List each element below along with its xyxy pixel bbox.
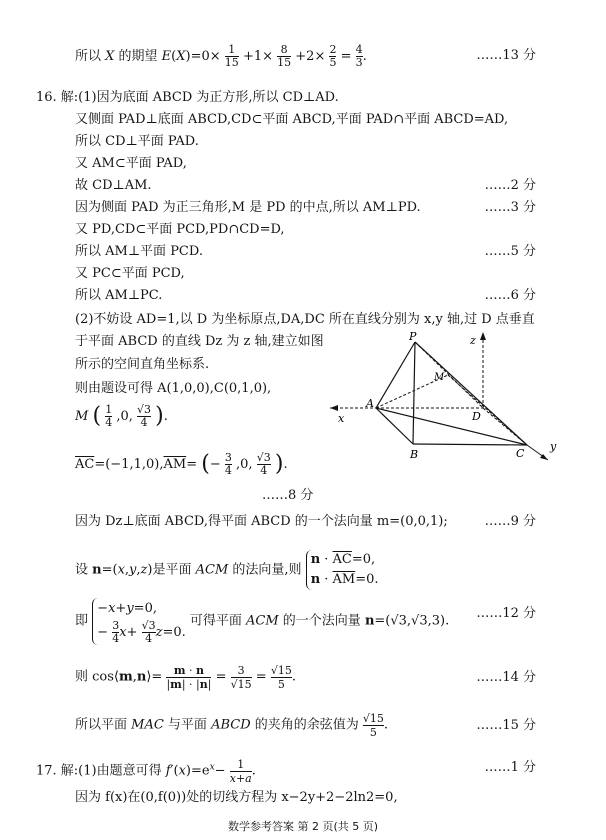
score-5: ……5 分 xyxy=(484,244,536,259)
edge-bc xyxy=(413,444,527,445)
line-16-21-cos: 则 cos⟨m,n⟩= $\frac{m \cdot n}{|m| \cdot |n|}$ = $\frac{3}{√15}$ = $\frac{√15}{5}$ . xyxy=(75,664,296,691)
page-footer: 数学参考答案 第 2 页(共 5 页) xyxy=(227,820,379,833)
line-16-9: 又 PC⊂平面 PCD, xyxy=(75,266,185,281)
x-axis-arrow xyxy=(330,405,338,411)
score-3: ……3 分 xyxy=(484,200,536,215)
line-16-2: 又侧面 PAD⊥底面 ABCD,CD⊂平面 ABCD,平面 PAD∩平面 ABCD=AD, xyxy=(75,112,509,127)
line-16-12: 于平面 ABCD 的直线 Dz 为 z 轴,建立如图 xyxy=(75,334,324,349)
line-16-14: 则由题设可得 A(1,0,0),C(0,1,0), xyxy=(75,381,272,396)
score-15: ……15 分 xyxy=(476,718,536,733)
score-12: ……12 分 xyxy=(476,606,536,621)
score-14: ……14 分 xyxy=(476,670,536,685)
line-16-15-m: M ( $\frac{1}{4}$ ,0, $\frac{√3}{4}$ ). xyxy=(75,403,168,429)
score-13: ……13 分 xyxy=(476,48,536,63)
label-a: A xyxy=(366,397,374,410)
score-6: ……6 分 xyxy=(484,288,536,303)
line-16-8: 所以 AM⊥平面 PCD. xyxy=(75,244,203,259)
line-16-11: (2)不妨设 AD=1,以 D 为坐标原点,DA,DC 所在直线分别为 x,y 轴,过 D 点垂直 xyxy=(75,312,535,327)
label-c: C xyxy=(516,447,525,460)
line-16-3: 所以 CD⊥平面 PAD. xyxy=(75,134,199,149)
line-16-13: 所示的空间直角坐标系. xyxy=(75,357,210,372)
line-17-2: 因为 f(x)在(0,f(0))处的切线方程为 x−2y+2−2ln2=0, xyxy=(75,790,398,805)
line-16-16-vectors: $\overline{AC}=(-1,1,0),\overline{AM}=$ (− $\frac{3}{4}$ ,0, $\frac{√3}{4}$ ). xyxy=(75,451,288,477)
line-16-4: 又 AM⊂平面 PAD, xyxy=(75,156,187,171)
score-2: ……2 分 xyxy=(484,178,536,193)
label-m: M xyxy=(434,372,445,383)
score-9: ……9 分 xyxy=(484,514,536,529)
label-x: x xyxy=(338,412,345,425)
line-expectation: 所以 X 的期望 E(X)=0× $\frac{1}{15}$ +1× $\frac{8}{15}$ +2× $\frac{2}{5}$ = $\frac{4}{3}$ . xyxy=(75,43,367,69)
line-16-22-final: 所以平面 MAC 与平面 ABCD 的夹角的余弦值为 $\frac{√15}{5}$ . xyxy=(75,712,389,739)
z-axis-arrow xyxy=(480,332,486,340)
label-b: B xyxy=(410,448,419,461)
line-16-5: 故 CD⊥AM. xyxy=(75,178,152,193)
label-p: P xyxy=(409,330,417,343)
line-17-1: 17. 解:(1)由题意可得 $f'(x)=e^x-$ $\frac{1}{x+a}$ . xyxy=(36,758,256,785)
label-z: z xyxy=(470,334,476,347)
edge-ac xyxy=(376,408,527,445)
line-16-10: 所以 AM⊥PC. xyxy=(75,288,163,303)
edge-ab xyxy=(376,408,413,444)
line-16-20-system: 即 −x+y=0, − $\frac{3}{4}$ x+ $\frac{√3}{4}$ z=0. 可得平面 ACM 的一个法向量 n=(√3,√3,3). xyxy=(75,598,449,645)
score-1: ……1 分 xyxy=(484,760,536,775)
score-8: ……8 分 xyxy=(262,488,314,503)
line-16-7: 又 PD,CD⊂平面 PCD,PD∩CD=D, xyxy=(75,222,285,237)
line-16-18: 因为 Dz⊥底面 ABCD,得平面 ABCD 的一个法向量 m=(0,0,1); xyxy=(75,514,448,529)
label-d: D xyxy=(472,410,481,423)
label-y: y xyxy=(550,440,557,453)
line-16-1: 16. 解:(1)因为底面 ABCD 为正方形,所以 CD⊥AD. xyxy=(36,90,339,105)
line-16-19-normal: 设 n=(x,y,z)是平面 ACM 的法向量,则 $n \cdot \overline{AC}=0$, $n \cdot \overline{AM}=0$. xyxy=(75,550,379,590)
line-16-6: 因为侧面 PAD 为正三角形,M 是 PD 的中点,所以 AM⊥PD. xyxy=(75,200,421,215)
pyramid-coordinate-figure xyxy=(330,330,560,465)
edge-pb xyxy=(413,342,415,444)
edge-ap xyxy=(376,342,415,408)
